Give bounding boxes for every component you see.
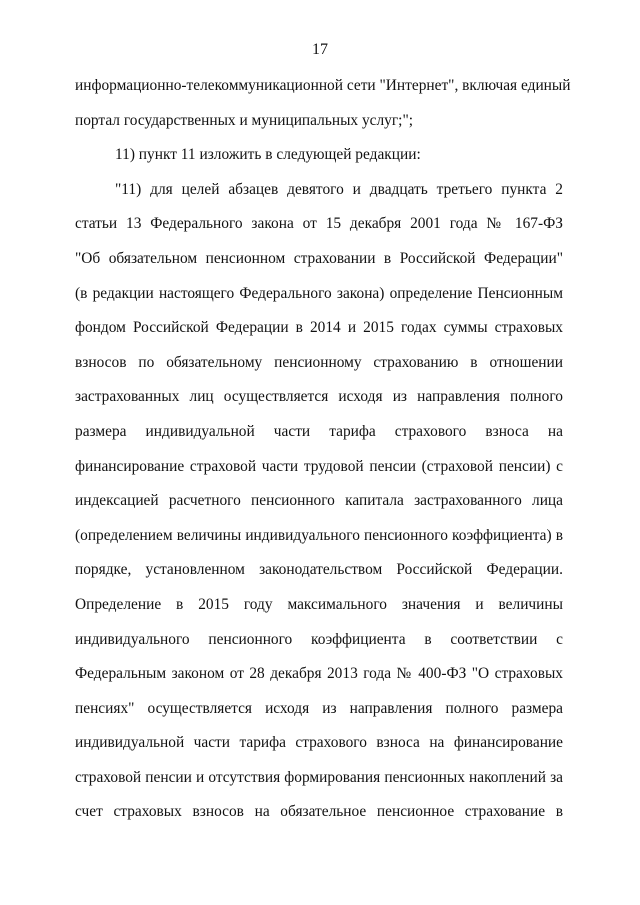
text-line: (в редакции настоящего Федерального закона) определение Пенсионным (75, 284, 563, 302)
text-line: индивидуального пенсионного коэффициента в соответствии с (75, 630, 563, 648)
text-line: (определением величины индивидуального пенсионного коэффициента) в (75, 526, 563, 544)
text-line: индексацией расчетного пенсионного капитала застрахованного лица (75, 492, 563, 510)
text-line: "11) для целей абзацев девятого и двадцать третьего пункта 2 (115, 180, 563, 198)
text-line: порядке, установленном законодательством Российской Федерации. (75, 561, 563, 579)
text-line: застрахованных лиц осуществляется исходя из направления полного (75, 388, 563, 406)
text-line: Федеральным законом от 28 декабря 2013 года № 400-ФЗ "О страховых (75, 665, 563, 683)
text-line: размера индивидуальной части тарифа страхового взноса на (75, 422, 563, 440)
text-line: фондом Российской Федерации в 2014 и 2015 годах суммы страховых (75, 319, 563, 337)
text-line: 11) пункт 11 изложить в следующей редакции: (115, 146, 421, 164)
text-line: статьи 13 Федерального закона от 15 декабря 2001 года № 167-ФЗ (75, 215, 563, 233)
text-line: портал государственных и муниципальных услуг;"; (75, 111, 414, 129)
text-line: страховой пенсии и отсутствия формирования пенсионных накоплений за (75, 768, 563, 786)
text-line: взносов по обязательному пенсионному страхованию в отношении (75, 353, 563, 371)
text-line: счет страховых взносов на обязательное пенсионное страхование в (75, 803, 563, 821)
page-number: 17 (312, 41, 328, 58)
text-line: индивидуальной части тарифа страхового взноса на финансирование (75, 734, 563, 752)
text-line: информационно-телекоммуникационной сети "Интернет", включая единый (75, 77, 571, 94)
document-body (75, 69, 571, 830)
text-line: пенсиях" осуществляется исходя из направления полного размера (75, 699, 563, 717)
text-line: финансирование страховой части трудовой пенсии (страховой пенсии) с (75, 457, 563, 475)
text-line: Определение в 2015 году максимального значения и величины (75, 595, 563, 613)
text-line: "Об обязательном пенсионном страховании в Российской Федерации" (75, 249, 563, 267)
